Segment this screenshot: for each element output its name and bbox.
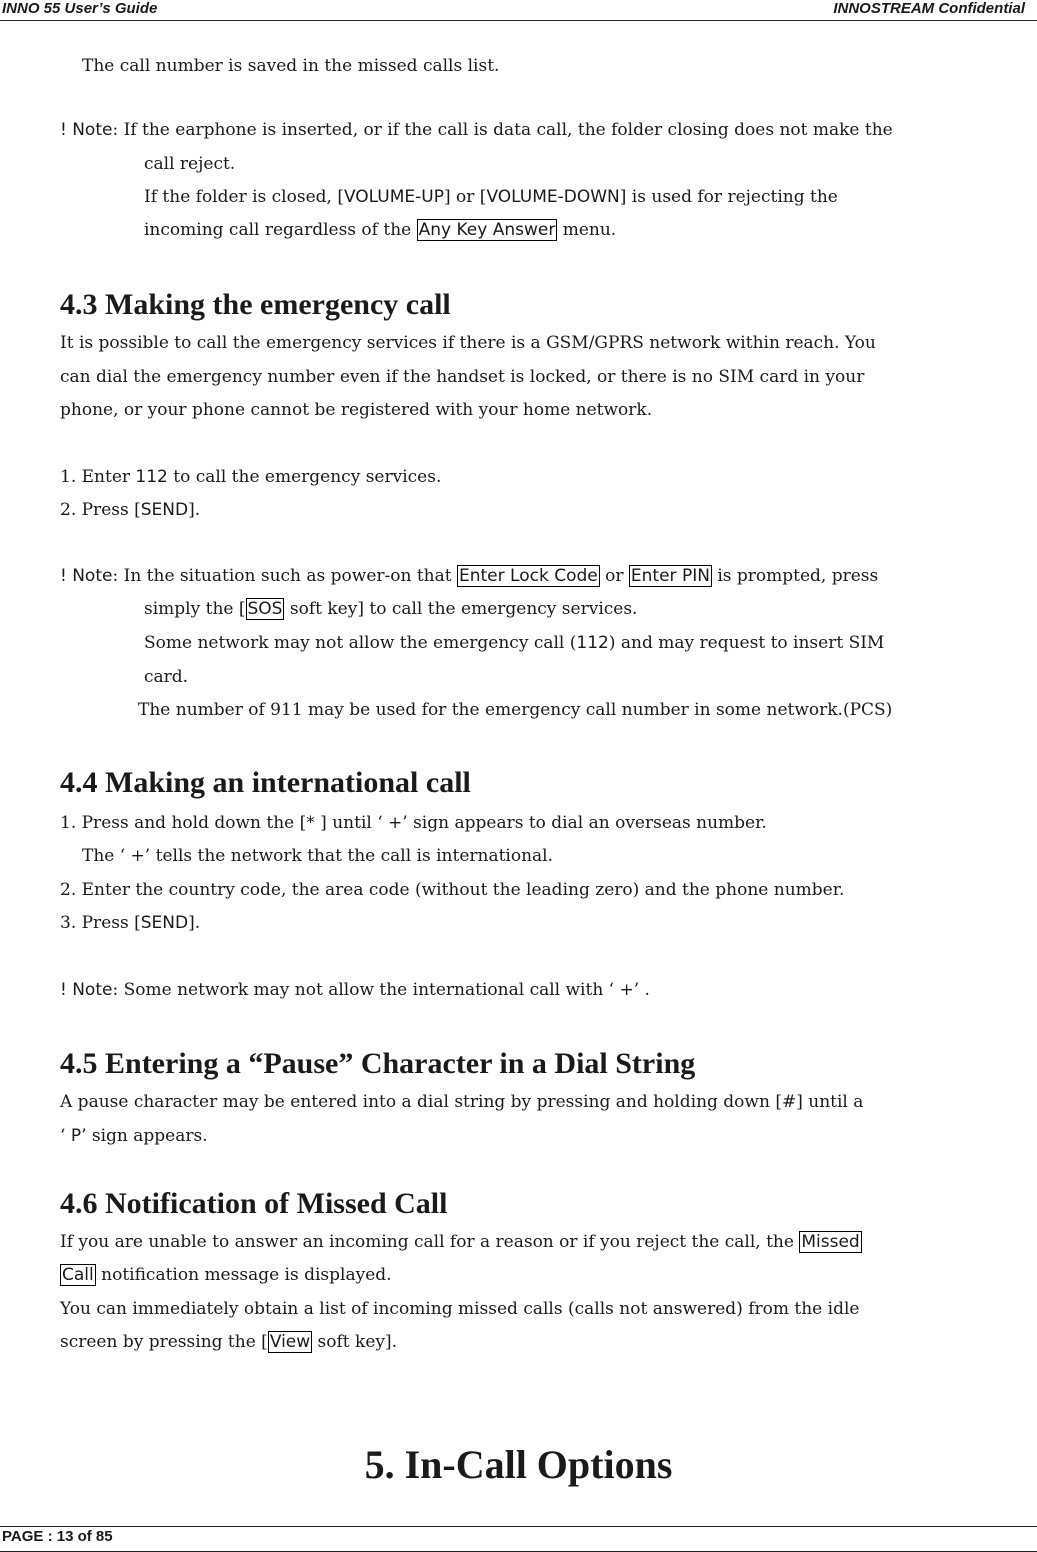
- note-label: ! Note: [60, 120, 113, 140]
- note1-line3: If the folder is closed, [VOLUME-UP] or [VOLUME-DOWN] is used for rejecting the: [144, 187, 838, 207]
- missed-call-message-part1: Missed: [801, 1232, 860, 1252]
- star-key: *: [306, 813, 315, 833]
- section-4-3-heading: 4.3 Making the emergency call: [60, 288, 451, 321]
- enter-pin-prompt: Enter PIN: [630, 566, 710, 586]
- s46-line1: If you are unable to answer an incoming call for a reason or if you reject the call, the Missed: [60, 1232, 860, 1252]
- missed-call-message-part2: Call: [62, 1265, 94, 1285]
- section-4-4-heading: 4.4 Making an international call: [60, 766, 471, 799]
- s46-line3: You can immediately obtain a list of incoming missed calls (calls not answered) from the idle: [60, 1299, 860, 1319]
- s44-note: ! Note: Some network may not allow the international call with ‘ +’ .: [60, 980, 650, 1000]
- enter-lock-code-prompt: Enter Lock Code: [459, 566, 598, 586]
- page-header: [0, 0, 1037, 21]
- emergency-number: 112: [135, 467, 168, 487]
- s46-line4: screen by pressing the [ View soft key].: [60, 1332, 398, 1352]
- note1-line4: incoming call regardless of the Any Key Answer menu.: [144, 220, 617, 240]
- note2-line5: The number of 911 may be used for the emergency call number in some network.(PCS): [138, 700, 893, 720]
- emergency-number: 112: [576, 633, 609, 653]
- hash-key: #: [781, 1092, 797, 1112]
- s43-para-line2: can dial the emergency number even if the handset is locked, or there is no SIM card in your: [60, 367, 865, 387]
- section-4-5-heading: 4.5 Entering a “Pause” Character in a Dial String: [60, 1047, 696, 1080]
- s44-step1: 1. Press and hold down the [* ] until ‘ +’ sign appears to dial an overseas number.: [60, 813, 767, 833]
- note2-line3: Some network may not allow the emergency call (112) and may request to insert SIM: [144, 633, 885, 653]
- page-number: PAGE : 13 of 85: [2, 1528, 113, 1545]
- intro-line: The call number is saved in the missed calls list.: [82, 56, 500, 76]
- note1-line2: call reject.: [144, 154, 236, 174]
- s43-para-line1: It is possible to call the emergency services if there is a GSM/GPRS network within reach. You: [60, 333, 876, 353]
- note-label: ! Note: [60, 566, 113, 586]
- s45-line1: A pause character may be entered into a dial string by pressing and holding down [#] until a: [60, 1092, 864, 1112]
- s45-line2: ‘ P’ sign appears.: [60, 1126, 208, 1146]
- volume-down-key: VOLUME-DOWN: [486, 187, 620, 207]
- view-soft-key: View: [269, 1332, 311, 1352]
- send-key: SEND: [140, 913, 189, 933]
- s44-step1-detail: The ‘ +’ tells the network that the call is international.: [82, 846, 554, 866]
- volume-up-key: VOLUME-UP: [343, 187, 444, 207]
- chapter-5-heading: 5. In-Call Options: [364, 1442, 673, 1487]
- s46-line2: Call notification message is displayed.: [62, 1265, 392, 1285]
- s43-para-line3: phone, or your phone cannot be registered with your home network.: [60, 400, 653, 420]
- confidential-label: INNOSTREAM Confidential: [833, 0, 1025, 17]
- s44-step2: 2. Enter the country code, the area code (without the leading zero) and the phone number.: [60, 880, 845, 900]
- pause-character: P: [70, 1126, 82, 1146]
- note2-line1: ! Note: In the situation such as power-on that Enter Lock Code or Enter PIN is prompted, press: [60, 566, 879, 586]
- any-key-answer-menu: Any Key Answer: [418, 220, 556, 240]
- note1-line1: [60, 118, 893, 142]
- s43-step1: 1. Enter 112 to call the emergency services.: [60, 467, 442, 487]
- section-4-6-heading: 4.6 Notification of Missed Call: [60, 1187, 448, 1220]
- doc-title: INNO 55 User’s Guide: [2, 0, 158, 17]
- s43-step2: 2. Press [SEND].: [60, 500, 201, 520]
- page-footer: [0, 1526, 1037, 1552]
- note2-line2: simply the [ SOS soft key] to call the emergency services.: [144, 599, 638, 619]
- note1-text: : If the earphone is inserted, or if the call is data call, the folder closing does not make the: [112, 120, 893, 140]
- sos-soft-key: SOS: [247, 599, 283, 619]
- note-label: ! Note: [60, 980, 113, 1000]
- send-key: SEND: [140, 500, 189, 520]
- s44-step3: 3. Press [SEND].: [60, 913, 201, 933]
- note2-line4: card.: [144, 667, 189, 687]
